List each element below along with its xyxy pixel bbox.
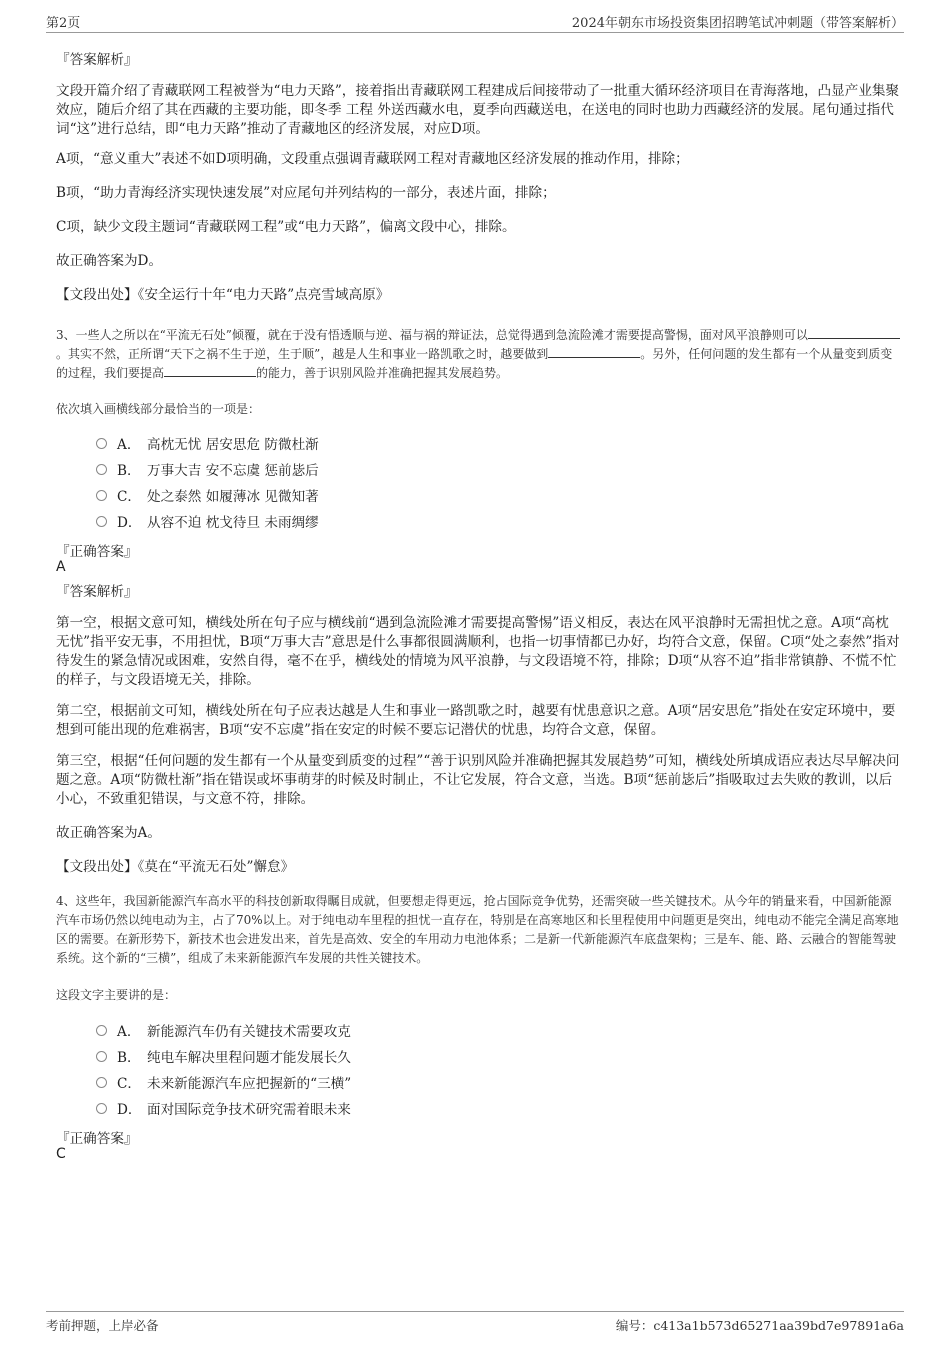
- document-title: 2024年朝东市场投资集团招聘笔试冲刺题（带答案解析）: [571, 16, 904, 31]
- blank-3: [164, 364, 256, 377]
- q2-conclusion: 故正确答案为D。: [56, 253, 163, 269]
- q3-option-b[interactable]: B． 万事大吉 安不忘虞 惩前毖后: [96, 456, 319, 482]
- q2-analysis-tag: 『答案解析』: [56, 52, 138, 68]
- q2-source: 【文段出处】《安全运行十年“电力天路”点亮雪域高原》: [56, 287, 390, 303]
- q3-prompt: 依次填入画横线部分最恰当的一项是：: [56, 402, 261, 416]
- q2-analysis-p1: 文段开篇介绍了青藏联网工程被誉为“电力天路”，接着指出青藏联网工程建成后间接带动了一批重大循环经济项目在青海落地，凸显产业集聚效应，随后介绍了其在西藏的主要功能，即冬季 工程 外送西藏水电，夏季向西藏送电，在送电的同时也助力西藏经济的发展。尾句通过指代词“这”进行总结，即“电力天路”推动了青藏地区的经济发展，对应D项。: [56, 83, 900, 137]
- q4-option-c[interactable]: C． 未来新能源汽车应把握新的“三横”: [96, 1069, 351, 1095]
- q2-analysis-option-c: C项，缺少文段主题词“青藏联网工程”或“电力天路”，偏离文段中心，排除。: [56, 219, 516, 235]
- q3-option-d[interactable]: D． 从容不迫 枕戈待旦 未雨绸缪: [96, 508, 319, 534]
- radio-icon[interactable]: [96, 1051, 107, 1062]
- radio-icon[interactable]: [96, 1077, 107, 1088]
- q4-answer: C: [56, 1146, 66, 1162]
- q4-option-a[interactable]: A． 新能源汽车仍有关键技术需要攻克: [96, 1017, 351, 1043]
- q4-stem: 4、这些年，我国新能源汽车高水平的科技创新取得瞩目成就，但要想走得更远，抢占国际竞争优势，还需突破一些关键技术。从今年的销量来看，中国新能源汽车市场仍然以纯电动为主，占了70%以上。对于纯电动车里程的担忧一直存在，特别是在高寒地区和长里程使用中问题更是突出，纯电动不能完全满足高寒地区的需要。在新形势下，新技术也会进发出来，首先是高效、安全的车用动力电池体系；二是新一代新能源汽车底盘架构；三是车、能、路、云融合的智能驾驶系统。这个新的“三横”，组成了未来新能源汽车发展的共性关键技术。: [56, 894, 899, 965]
- blank-2: [548, 345, 640, 358]
- q3-analysis-p2: 第二空，根据前文可知，横线处所在句子应表达越是人生和事业一路凯歌之时，越要有忧患意识之意。A项“居安思危”指处在安定环境中，要想到可能出现的危难祸害，B项“安不忘虞”指在安定的时候不要忘记潜伏的忧患，均符合文意，保留。: [56, 703, 896, 738]
- q3-source: 【文段出处】《莫在“平流无石处”懈怠》: [56, 859, 295, 875]
- q3-options: [96, 430, 319, 534]
- page-number: 第2页: [46, 16, 81, 31]
- radio-icon[interactable]: [96, 464, 107, 475]
- q3-analysis-p1: 第一空，根据文意可知，横线处所在句子应与横线前“遇到急流险滩才需要提高警惕”语义相反，表达在风平浪静时无需担忧之意。A项“高枕无忧”指平安无事，不用担忧，B项“万事大吉”意思是什么事都很圆满顺利，也指一切事情都已办好，均符合文意，保留。C项“处之泰然”指对待发生的紧急情况或困难，安然自得，毫不在乎，横线处的情境为风平浪静，与文段语境不符，排除；D项“从容不迫”指非常镇静、不慌不忙的样子，与文段语境无关，排除。: [56, 615, 900, 688]
- q2-analysis-option-a: A项，“意义重大”表述不如D项明确，文段重点强调青藏联网工程对青藏地区经济发展的推动作用，排除；: [56, 151, 689, 167]
- page-footer: [46, 1311, 904, 1334]
- q3-stem: 3、一些人之所以在“平流无石处”倾覆，就在于没有悟透顺与逆、福与祸的辩证法，总觉得遇到急流险滩才需要提高警惕，面对风平浪静则可以。其实不然，正所谓“天下之祸不生于逆，生于顺”，越是人生和事业一路凯歌之时，越要做到 。另外，任何问题的发生都有一个从量变到质变的过程，我们要提高 的能力，善于识别风险并准确把握其发展趋势。: [56, 326, 900, 383]
- q4-option-d[interactable]: D． 面对国际竞争技术研究需着眼未来: [96, 1095, 351, 1121]
- q3-option-c[interactable]: C． 处之泰然 如履薄冰 见微知著: [96, 482, 319, 508]
- page-header: [46, 12, 904, 33]
- footer-slogan: 考前押题，上岸必备: [46, 1318, 159, 1333]
- q4-correct-tag: 『正确答案』: [56, 1131, 138, 1147]
- radio-icon[interactable]: [96, 516, 107, 527]
- radio-icon[interactable]: [96, 1025, 107, 1036]
- q4-options: [96, 1017, 351, 1121]
- q3-answer: A: [56, 559, 66, 575]
- q4-option-b[interactable]: B． 纯电车解决里程问题才能发展长久: [96, 1043, 351, 1069]
- radio-icon[interactable]: [96, 1103, 107, 1114]
- q3-correct-tag: 『正确答案』: [56, 544, 138, 560]
- radio-icon[interactable]: [96, 438, 107, 449]
- q4-prompt: 这段文字主要讲的是：: [56, 988, 177, 1002]
- q3-analysis-tag: 『答案解析』: [56, 584, 138, 600]
- q3-conclusion: 故正确答案为A。: [56, 825, 161, 841]
- q2-analysis-option-b: B项，“助力青海经济实现快速发展”对应尾句并列结构的一部分，表述片面，排除；: [56, 185, 556, 201]
- q3-option-a[interactable]: A． 高枕无忧 居安思危 防微杜渐: [96, 430, 319, 456]
- q3-analysis-p3: 第三空，根据“任何问题的发生都有一个从量变到质变的过程”“善于识别风险并准确把握其发展趋势”可知，横线处所填成语应表达尽早解决问题之意。A项“防微杜渐”指在错误或坏事萌芽的时候及时制止，不让它发展，符合文意，当选。B项“惩前毖后”指吸取过去失败的教训，以后小心，不致重犯错误，与文意不符，排除。: [56, 753, 900, 807]
- radio-icon[interactable]: [96, 490, 107, 501]
- blank-1: [808, 326, 900, 339]
- document-id: 编号：c413a1b573d65271aa39bd7e97891a6a: [615, 1318, 904, 1333]
